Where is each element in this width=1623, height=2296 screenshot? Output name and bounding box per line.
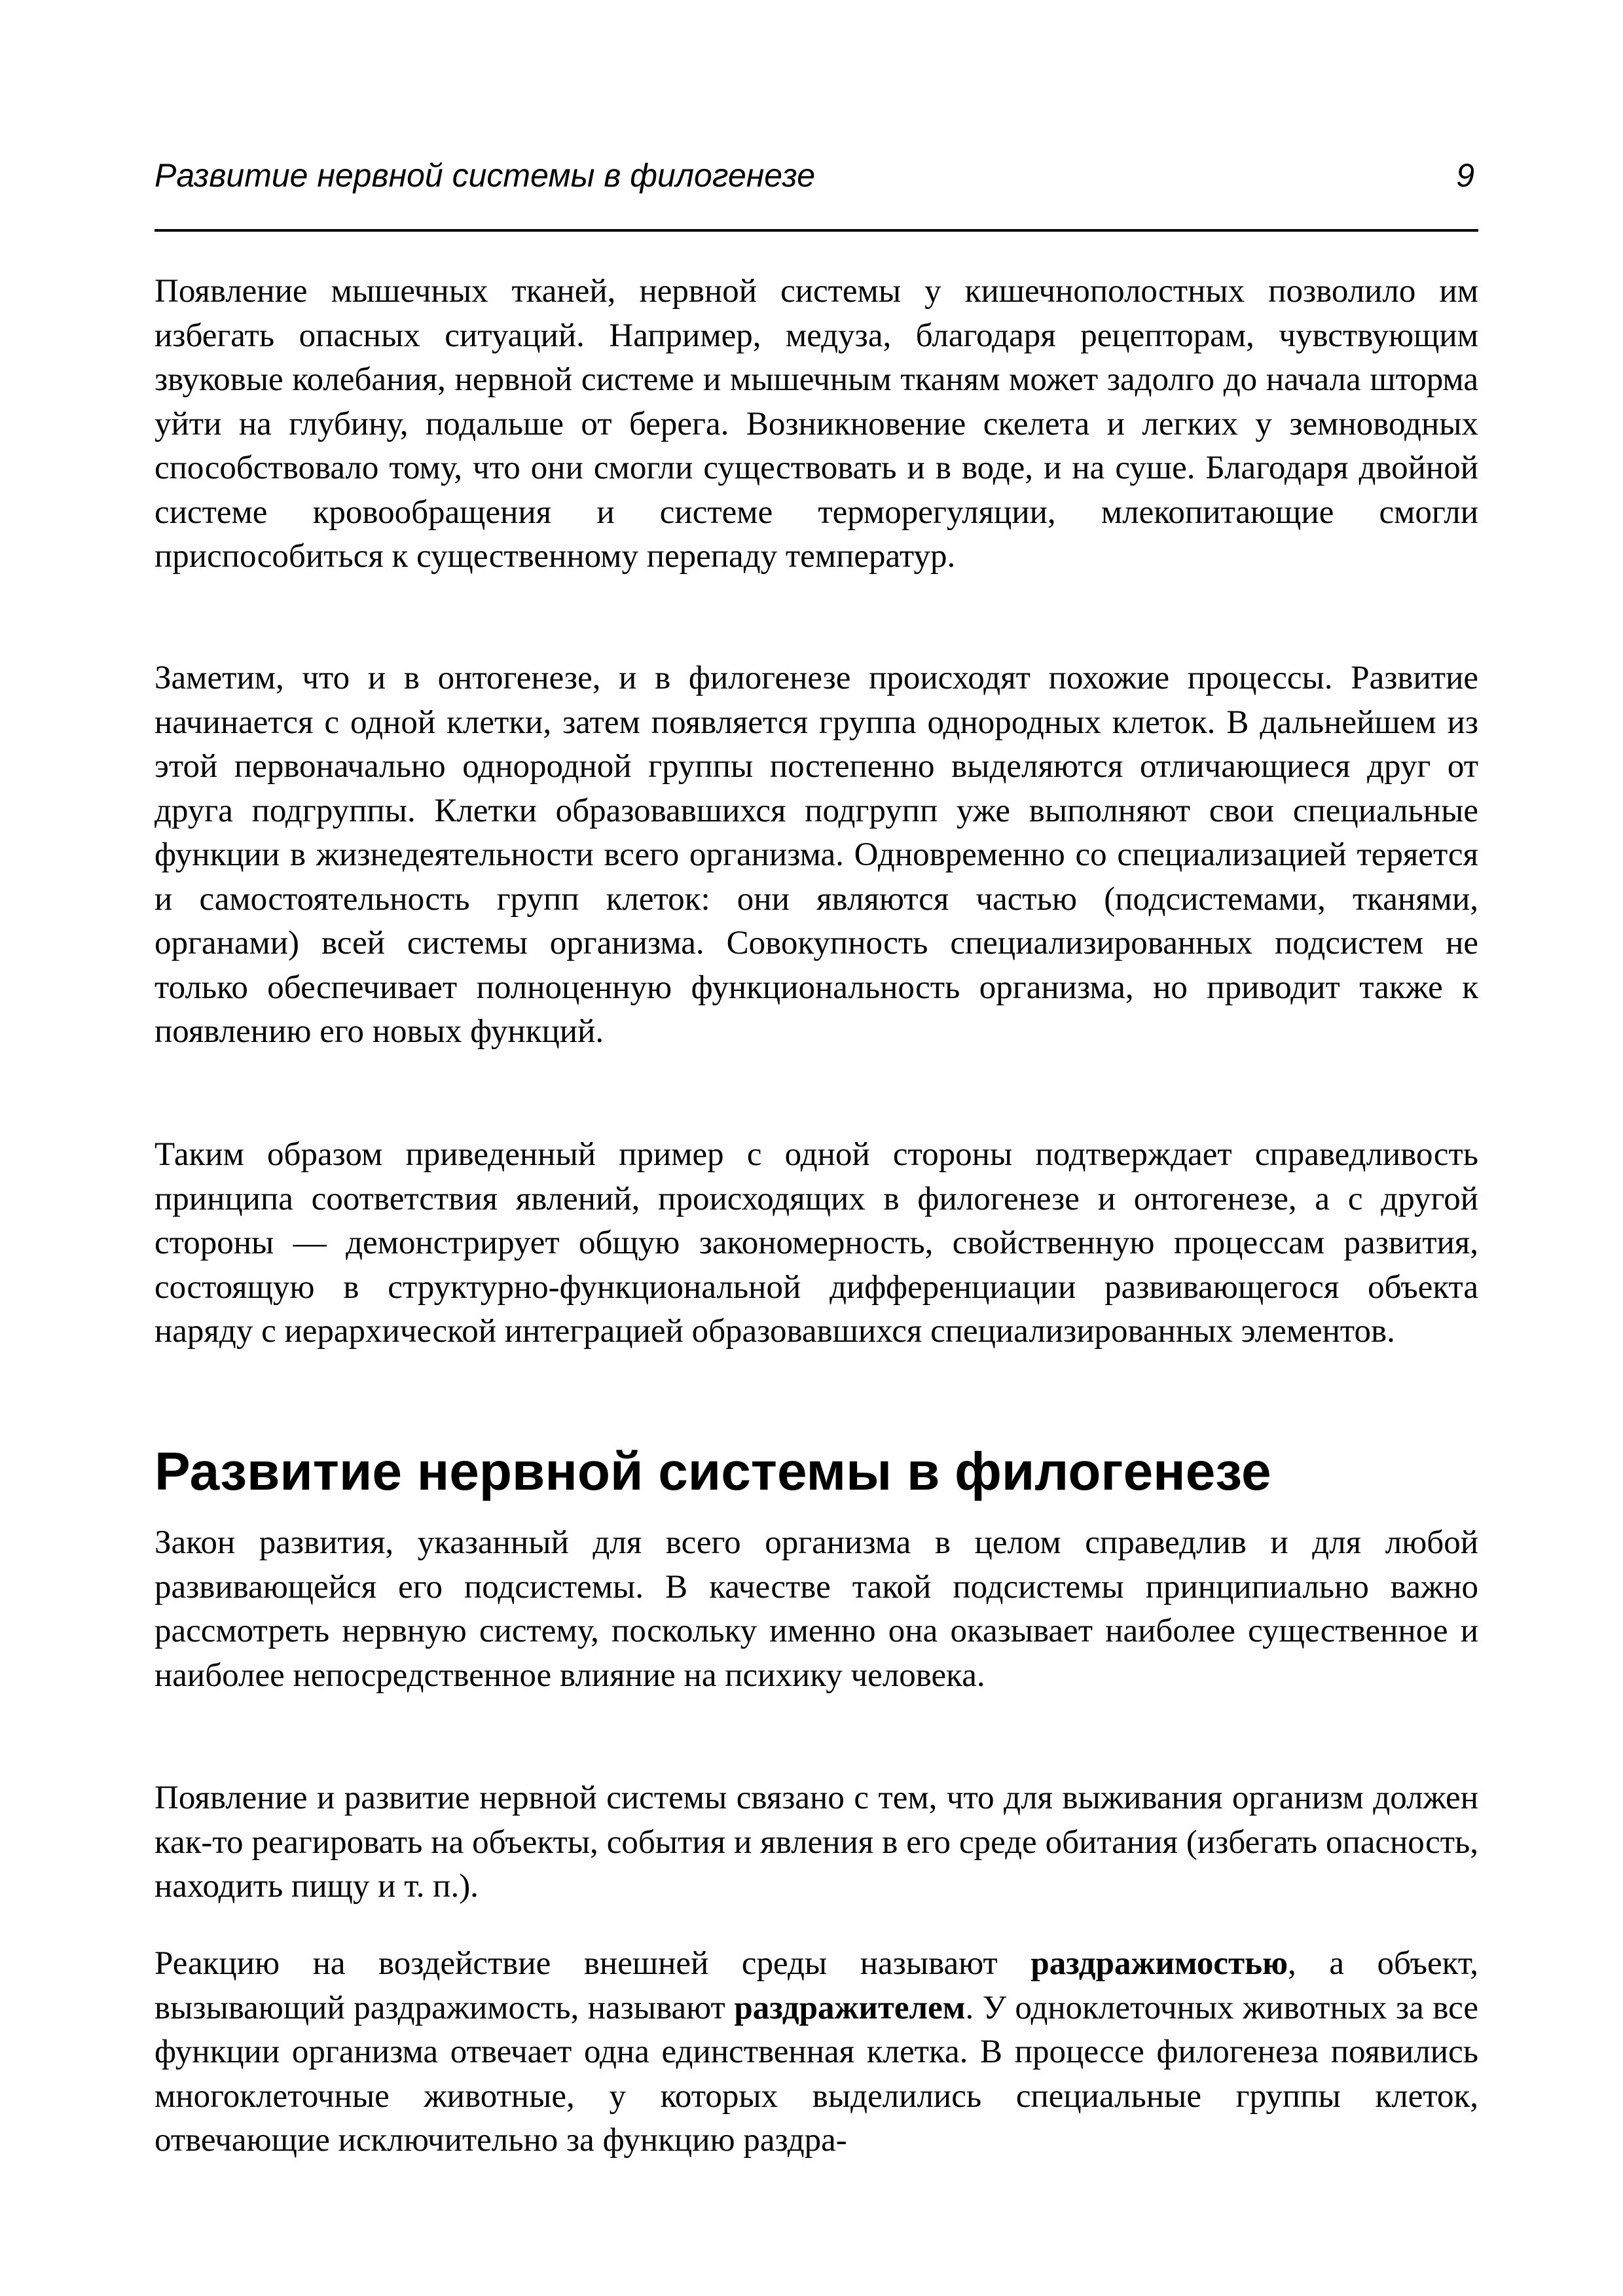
p6-text-3: . У одноклеточных животных за все функции организма отвечает одна единственная клетка. В процессе филогенеза появились многоклеточные животные, у которых выделились специальные группы клеток, отвечающие исключительно за функцию раздра- xyxy=(155,1989,1478,2159)
running-title: Развитие нервной системы в филогенезе xyxy=(155,157,816,194)
paragraph-1: Появление мышечных тканей, нервной системы у кишечнополостных позволило им избегать опасных ситуаций. Например, медуза, благодаря рецепторам, чувствующим звуковые колебания, нервной системе и мышечным тканям может задолго до начала шторма уйти на глубину, подальше от берега. Возникновение скелета и легких у земноводных способствовало тому, что они смогли существовать и в воде, и на суше. Благодаря двойной системе кровообращения и системе терморегуляции, млекопитающие смогли приспособиться к существенному перепаду температур. xyxy=(155,273,1478,575)
p6-text-1: Реакцию на воздействие внешней среды называют xyxy=(155,1945,1031,1982)
paragraph-3: Таким образом приведенный пример с одной стороны подтверждает справедливость принципа соответствия явлений, происходящих в филогенезе и онтогенезе, а с другой стороны — демонстрирует общую закономерность, свойственную процессам развития, состоящую в структурно-функциональной дифференциации развивающегося объекта наряду с иерархической интеграцией образовавшихся специализированных элементов. xyxy=(155,1136,1478,1350)
term-irritability: раздражимостью xyxy=(1030,1945,1288,1982)
term-irritant: раздражителем xyxy=(734,1989,966,2026)
page-number: 9 xyxy=(1456,157,1474,194)
p6-text-2: , а объект, вызывающий раздражимость, называют xyxy=(155,1945,1478,2026)
paragraph-2: Заметим, что и в онтогенезе, и в филогенезе происходят похожие процессы. Развитие начинается с одной клетки, затем появляется группа однородных клеток. В дальнейшем из этой первоначально однородной группы постепенно выделяются отличающиеся друг от друга подгруппы. Клетки образовавшихся подгрупп уже выполняют свои специальные функции в жизнедеятельности всего организма. Одновременно со специализацией теряется и самостоятельность групп клеток: они являются частью (подсистемами, тканями, органами) всей системы организма. Совокупность специализированных подсистем не только обеспечивает полноценную функциональность организма, но приводит также к появлению его новых функций. xyxy=(155,660,1478,1050)
section-paragraph-1: Закон развития, указанный для всего организма в целом справедлив и для любой развивающейся его подсистемы. В качестве такой подсистемы принципиально важно рассмотреть нервную систему, поскольку именно она оказывает наиболее существенное и наиболее непосредственное влияние на психику человека. xyxy=(155,1524,1478,1694)
section-paragraph-2: Появление и развитие нервной системы связано с тем, что для выживания организм должен как-то реагировать на объекты, события и явления в его среде обитания (избегать опасность, находить пищу и т. п.). xyxy=(155,1780,1478,1905)
header-rule xyxy=(155,229,1478,232)
section-heading: Развитие нервной системы в филогенезе xyxy=(155,1442,1271,1501)
running-header xyxy=(155,149,1478,202)
section-paragraph-3 xyxy=(155,1942,1478,2163)
